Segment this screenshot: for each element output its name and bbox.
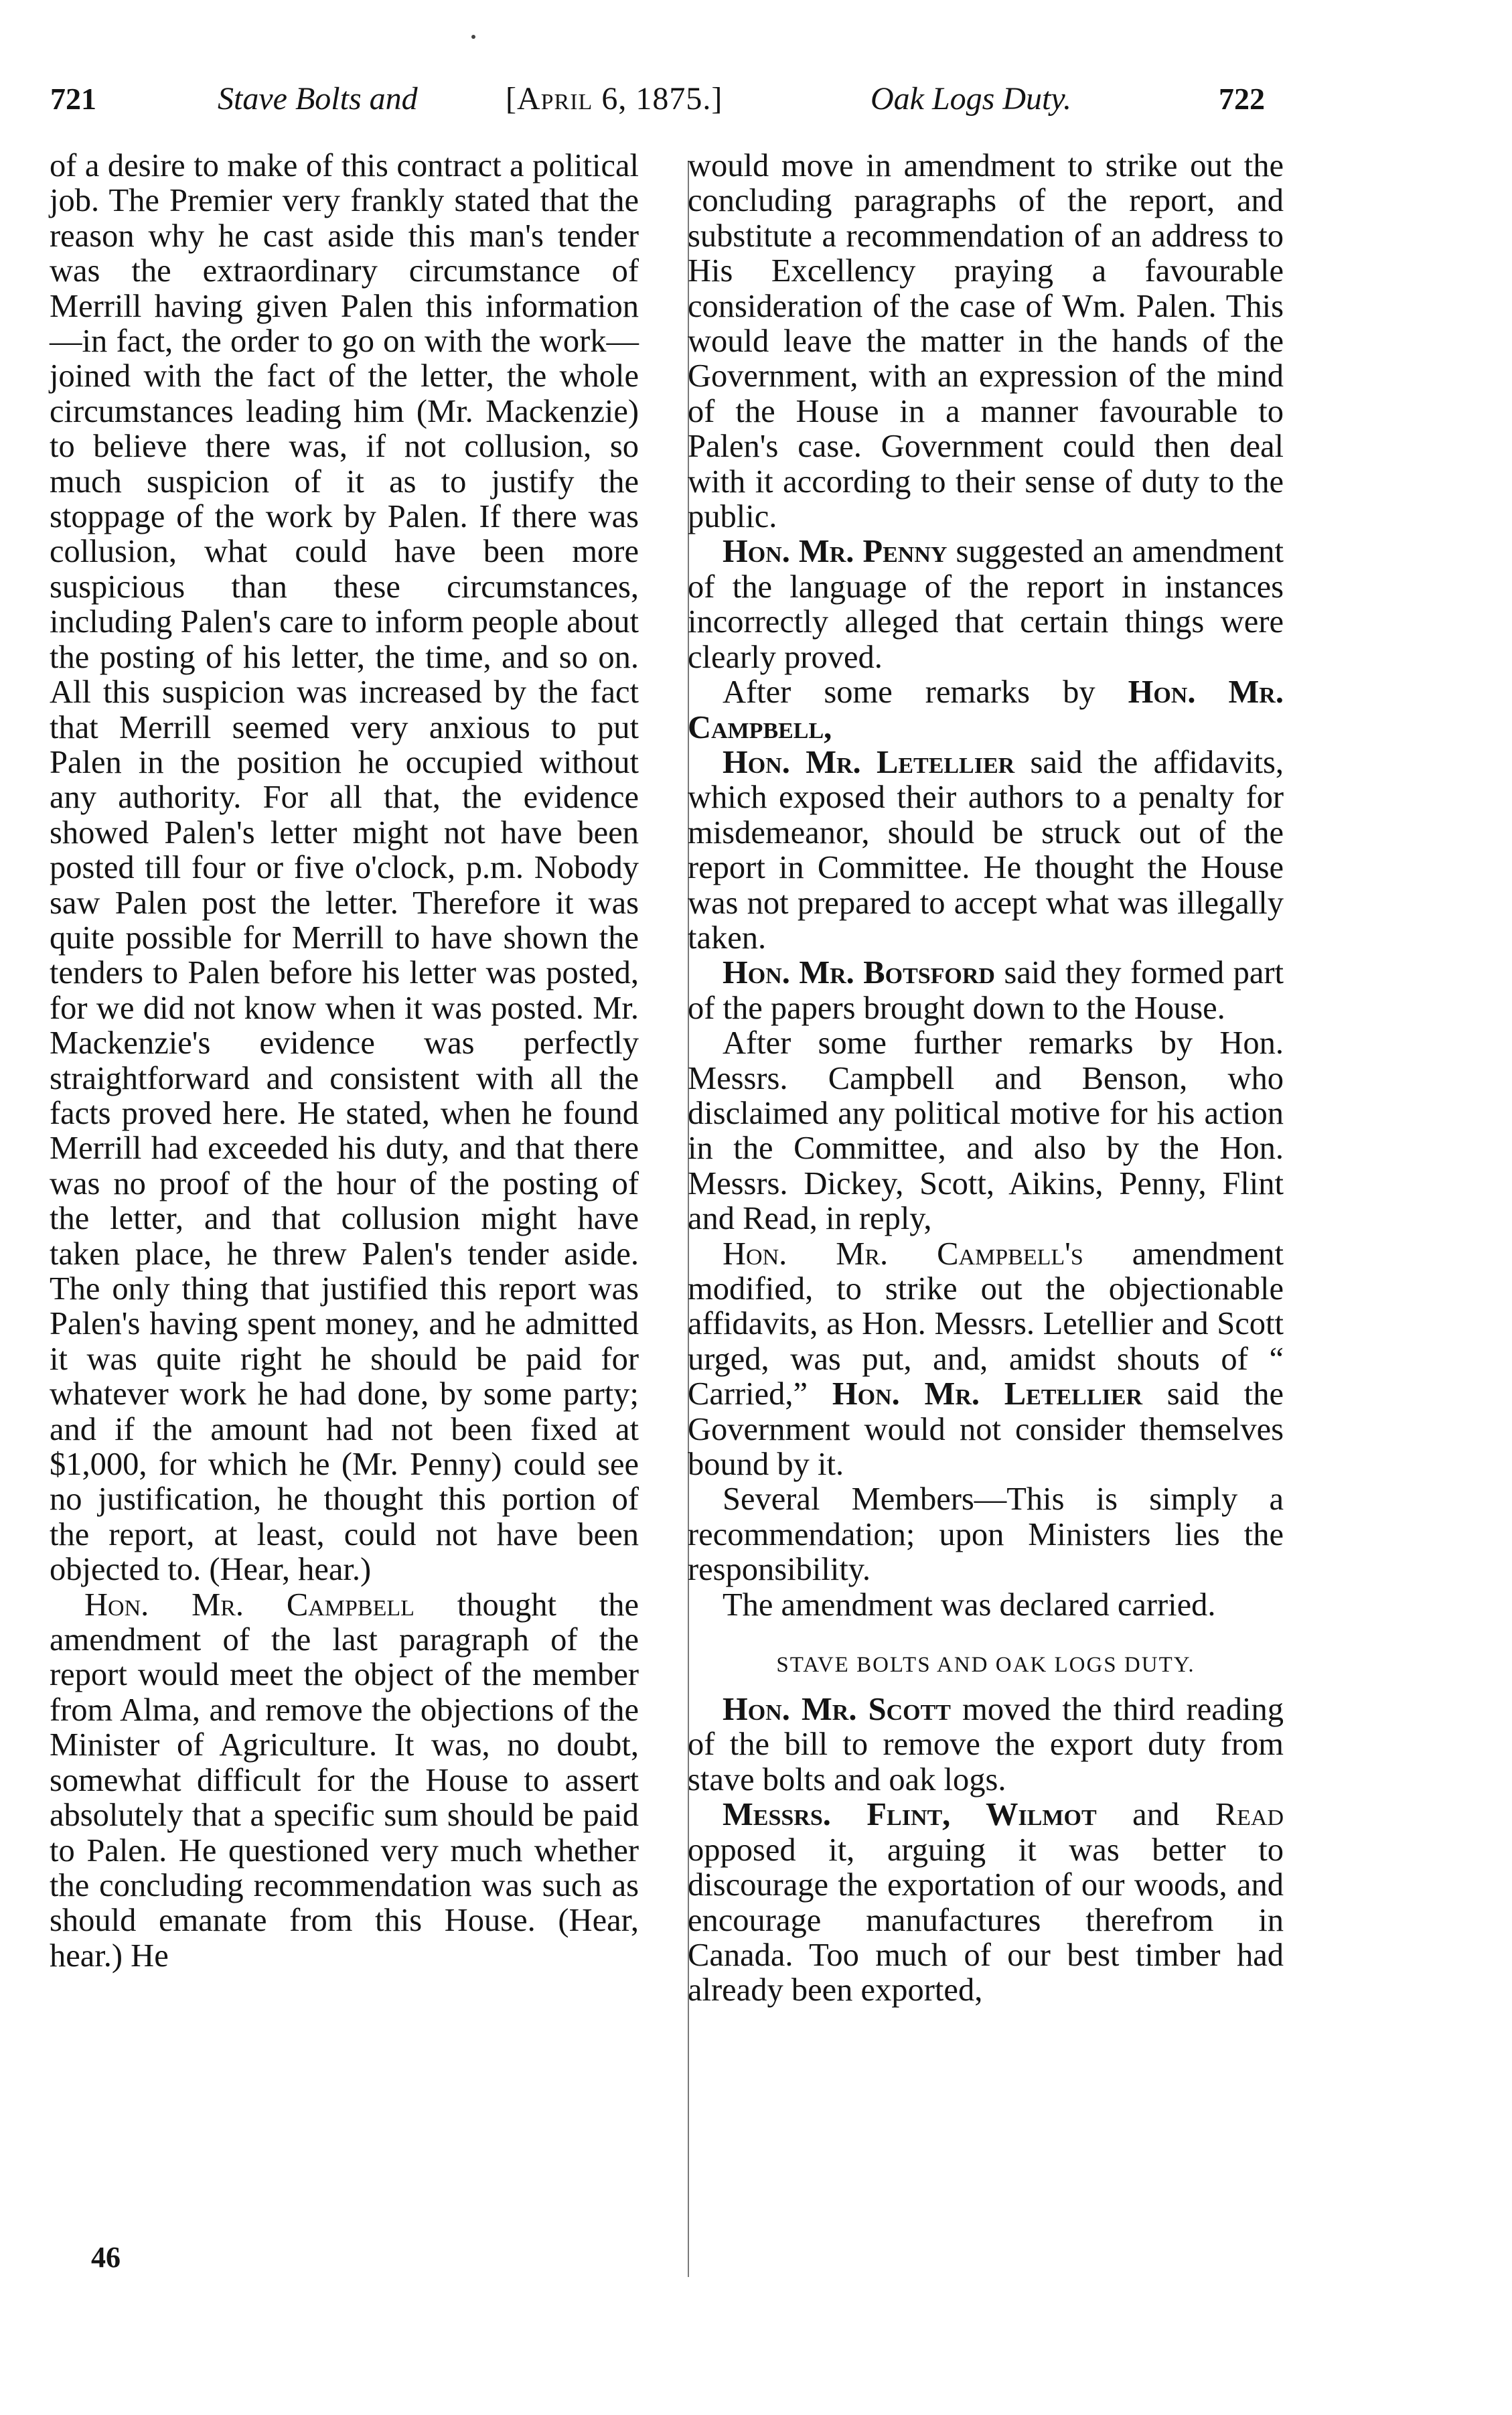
speaker-name: Hon. Mr. Penny — [723, 534, 948, 570]
page-number-right: 722 — [1219, 82, 1265, 116]
page-header — [50, 79, 1282, 133]
left-paragraph-1: of a desire to make of this contract a political job. The Premier very frankly stated that the reason why he cast aside this man's tender was the extraordinary circumstance of Merrill having given Palen this information—in fact, the order to go on with the work—joined with the fact of the letter, the whole circumstances leading him (Mr. Mackenzie) to believe there was, if not collusion, so much suspicion of it as to justify the stoppage of the work by Palen. If there was collusion, what could have been more suspicious than these circumstances, including Palen's care to inform people about the posting of his letter, the time, and so on. All this suspicion was increased by the fact that Merrill seemed very anxious to put Palen in the position he occupied without any authority. For all that, the evidence showed Palen's letter might not have been posted till four or five o'clock, p.m. Nobody saw Palen post the letter. Therefore it was quite possible for Merrill to have shown the tenders to Palen before his letter was posted, for we did not know when it was posted. Mr. Mackenzie's evidence was perfectly straightforward and consistent with all the facts proved here. He stated, when he found Merrill had exceeded his duty, and that there was no proof of the hour of the posting of the letter, and that collusion might have taken place, he threw Palen's tender aside. The only thing that justified this report was Palen's having spent money, and he admitted it was quite right he should be paid for whatever work he had done, by some party; and if the amount had not been fixed at $1,000, for which he (Mr. Penny) could see no justification, he thought this portion of the report, at least, could not have been objected to. (Hear, hear.) — [50, 148, 639, 1588]
paragraph-text: amendment modified, to strike out the objectionable affidavits, as Hon. Messrs. Letellier and Scott urged, was put, and, amidst shouts of “ Carried,” — [688, 1236, 1284, 1412]
header-date: [April 6, 1875.] — [506, 81, 723, 117]
paragraph-text-2: opposed it, arguing it was better to discourage the exportation of our woods, and encourage manufactures therefrom in Canada. Too much of our best timber had already been exported, — [688, 1832, 1284, 2008]
speaker-name-2: Read — [1215, 1797, 1284, 1833]
right-paragraph-5 — [688, 956, 1284, 1026]
left-column — [50, 149, 639, 1974]
paragraph-text: and — [1096, 1797, 1215, 1833]
speaker-name: Hon. Mr. Scott — [723, 1692, 951, 1728]
right-paragraph-11 — [688, 1798, 1284, 2008]
speck-mark — [471, 35, 475, 39]
right-paragraph-1: would move in amendment to strike out the concluding paragraphs of the report, and substitute a recommendation of an address to His Excellency praying a favourable consideration of the case of Wm. Palen. This would leave the matter in the hands of the Government, with an expression of the mind of the House in a manner favourable to Palen's case. Government could then deal with it according to their sense of duty to the public. — [688, 148, 1284, 535]
right-paragraph-4 — [688, 745, 1284, 956]
right-paragraph-7 — [688, 1237, 1284, 1483]
paragraph-text: suggested an amendment of the language of the report in instances incorrectly alleged that certain things were clearly proved. — [688, 534, 1284, 675]
right-column — [688, 149, 1284, 2008]
speaker-name: Messrs. Flint, Wilmot — [723, 1797, 1097, 1833]
speaker-name-2: Hon. Mr. Letellier — [832, 1376, 1142, 1412]
paragraph-text-2: said the Government would not consider themselves bound by it. — [688, 1376, 1284, 1483]
paragraph-text: thought the amendment of the last paragraph of the report would meet the object of the member from Alma, and remove the objections of the Minister of Agriculture. It was, no doubt, somewhat difficult for the House to assert absolutely that a specific sum should be paid to Palen. He questioned very much whether the concluding recommendation was such as should emanate from this House. (Hear, hear.) He — [50, 1587, 639, 1974]
right-paragraph-10 — [688, 1692, 1284, 1798]
right-paragraph-3 — [688, 675, 1284, 745]
page-number-left: 721 — [50, 82, 96, 116]
right-paragraph-2 — [688, 534, 1284, 675]
speaker-name: Hon. Mr. Botsford — [723, 955, 995, 991]
right-paragraph-9: The amendment was declared carried. — [723, 1587, 1216, 1623]
right-paragraph-8: Several Members—This is simply a recommendation; upon Ministers lies the responsibility. — [688, 1481, 1284, 1588]
paragraph-text: After some remarks by — [723, 674, 1128, 711]
right-paragraph-6: After some further remarks by Hon. Messrs. Campbell and Benson, who disclaimed any political motive for his action in the Committee, and also by the Hon. Messrs. Dickey, Scott, Aikins, Penny, Flint and Read, in reply, — [688, 1025, 1284, 1237]
page-signature-number: 46 — [91, 2241, 121, 2274]
speaker-name: Hon. Mr. Campbell, — [688, 674, 1284, 745]
running-title-right: Oak Logs Duty. — [871, 81, 1071, 117]
running-title-left: Stave Bolts and — [218, 81, 418, 117]
left-paragraph-2 — [50, 1588, 639, 1974]
speaker-name: Hon. Mr. Campbell's — [723, 1236, 1083, 1272]
speaker-name: Hon. Mr. Campbell — [84, 1587, 414, 1623]
paragraph-text: said they formed part of the papers brought down to the House. — [688, 955, 1284, 1026]
speaker-name: Hon. Mr. Letellier — [723, 744, 1015, 780]
section-heading: STAVE BOLTS AND OAK LOGS DUTY. — [776, 1653, 1195, 1678]
paragraph-text: moved the third reading of the bill to remove the export duty from stave bolts and oak logs. — [688, 1692, 1284, 1798]
paragraph-text: said the affidavits, which exposed their authors to a penalty for misdemeanor, should be struck out of the report in Committee. He thought the House was not prepared to accept what was illegally taken. — [688, 744, 1284, 956]
